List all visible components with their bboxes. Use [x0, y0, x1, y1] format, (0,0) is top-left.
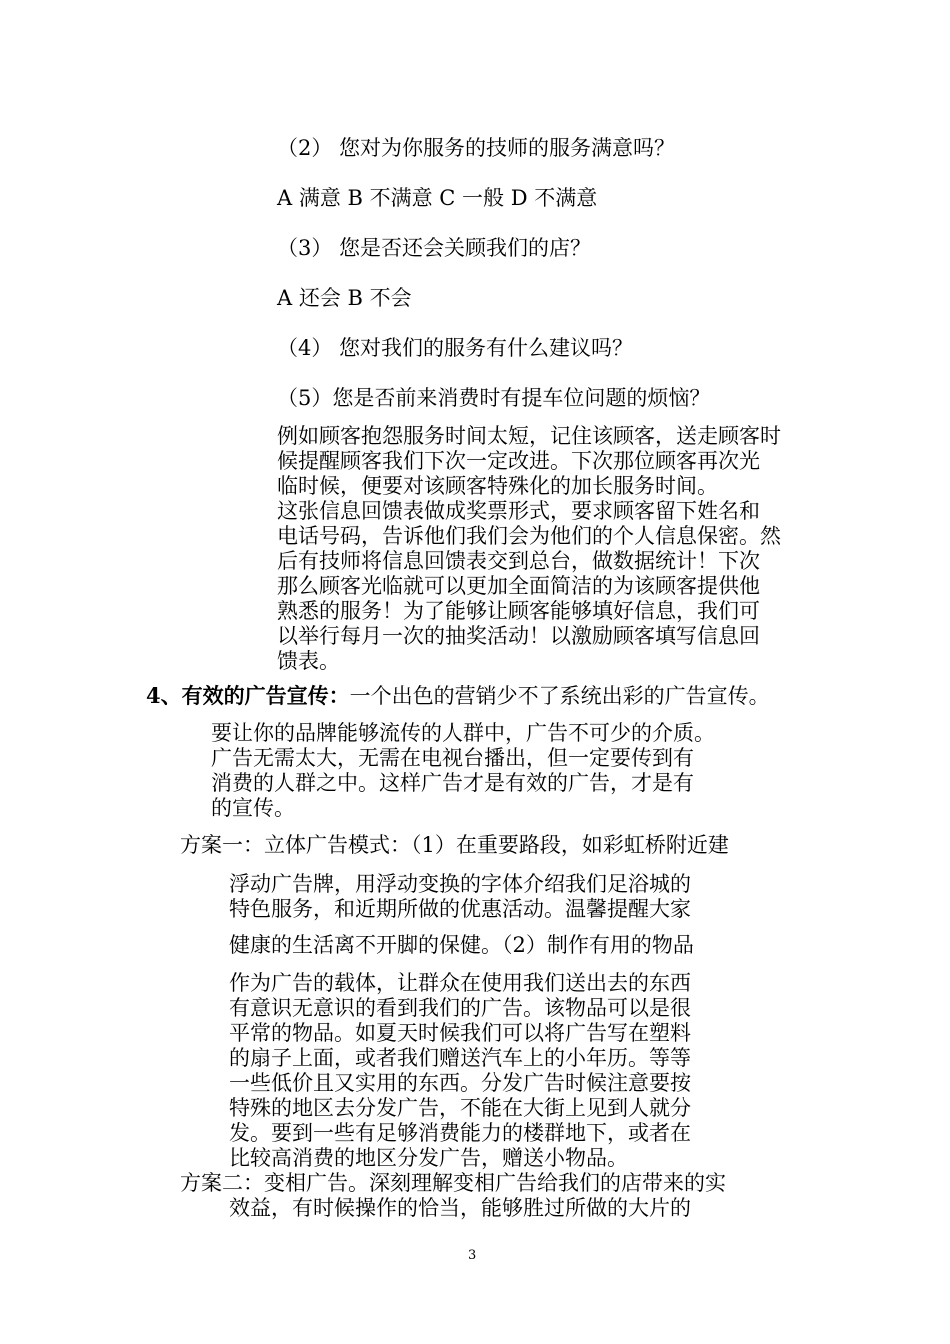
question-2: （2） 您对为你服务的技师的服务满意吗？ [277, 136, 676, 160]
text-line: 特色服务，和近期所做的优惠活动。温馨提醒大家 [229, 897, 691, 921]
plan-2-text: 效益，有时候操作的恰当，能够胜过所做的大片的 [229, 1196, 691, 1220]
text-line: 发。要到一些有足够消费能力的楼群地下，或者在 [229, 1121, 691, 1145]
question-2-options: A 满意 B 不满意 C 一般 D 不满意 [277, 186, 598, 210]
text-line: 候提醒顾客我们下次一定改进。下次那位顾客再次光 [277, 449, 760, 473]
question-3: （3） 您是否还会关顾我们的店？ [277, 236, 592, 260]
text-line: 比较高消费的地区分发广告，赠送小物品。 [229, 1146, 628, 1170]
text-line: 特殊的地区去分发广告，不能在大街上见到人就分 [229, 1096, 691, 1120]
text-line: 临时候，便要对该顾客特殊化的加长服务时间。 [277, 474, 718, 498]
text-line: 要让你的品牌能够流传的人群中，广告不可少的介质。 [211, 721, 715, 745]
section-4-heading [146, 683, 770, 709]
text-line: 消费的人群之中。这样广告才是有效的广告，才是有 [211, 771, 694, 795]
text-line: 的宣传。 [211, 796, 295, 820]
plan-1-heading: 方案一：立体广告模式：（1）在重要路段，如彩虹桥附近建 [180, 833, 729, 857]
text-line: 以举行每月一次的抽奖活动！以激励顾客填写信息回 [277, 624, 760, 648]
text-line: 这张信息回馈表做成奖票形式，要求顾客留下姓名和 [277, 499, 760, 523]
section-4-title: 4、有效的广告宣传： [146, 683, 350, 708]
text-line: 一些低价且又实用的东西。分发广告时候注意要按 [229, 1071, 691, 1095]
plan-1-text-c [229, 971, 691, 1171]
text-line: 那么顾客光临就可以更加全面简洁的为该顾客提供他 [277, 574, 760, 598]
plan-1-text-a [229, 872, 691, 922]
section-4-subtitle: 一个出色的营销少不了系统出彩的广告宣传。 [349, 684, 770, 708]
question-3-options: A 还会 B 不会 [277, 286, 412, 310]
text-line: 浮动广告牌，用浮动变换的字体介绍我们足浴城的 [229, 872, 691, 896]
text-line: 广告无需太大，无需在电视台播出，但一定要传到有 [211, 746, 694, 770]
text-line: 平常的物品。如夏天时候我们可以将广告写在塑料 [229, 1021, 691, 1045]
plan-2-heading: 方案二：变相广告。深刻理解变相广告给我们的店带来的实 [180, 1171, 726, 1195]
section-4-intro [211, 721, 715, 821]
text-line: 馈表。 [277, 649, 340, 673]
feedback-paragraph [277, 424, 781, 674]
question-4: （4） 您对我们的服务有什么建议吗？ [277, 336, 634, 360]
text-line: 有意识无意识的看到我们的广告。该物品可以是很 [229, 996, 691, 1020]
plan-1-text-b: 健康的生活离不开脚的保健。（2）制作有用的物品 [229, 933, 694, 957]
text-line: 熟悉的服务！为了能够让顾客能够填好信息，我们可 [277, 599, 760, 623]
text-line: 的扇子上面，或者我们赠送汽车上的小年历。等等 [229, 1046, 691, 1070]
text-line: 后有技师将信息回馈表交到总台，做数据统计！下次 [277, 549, 760, 573]
text-line: 作为广告的载体，让群众在使用我们送出去的东西 [229, 971, 691, 995]
question-5: （5）您是否前来消费时有提车位问题的烦恼？ [277, 386, 711, 410]
text-line: 电话号码，告诉他们我们会为他们的个人信息保密。然 [277, 524, 781, 548]
page-number: 3 [468, 1248, 477, 1263]
text-line: 例如顾客抱怨服务时间太短，记住该顾客，送走顾客时 [277, 424, 781, 448]
